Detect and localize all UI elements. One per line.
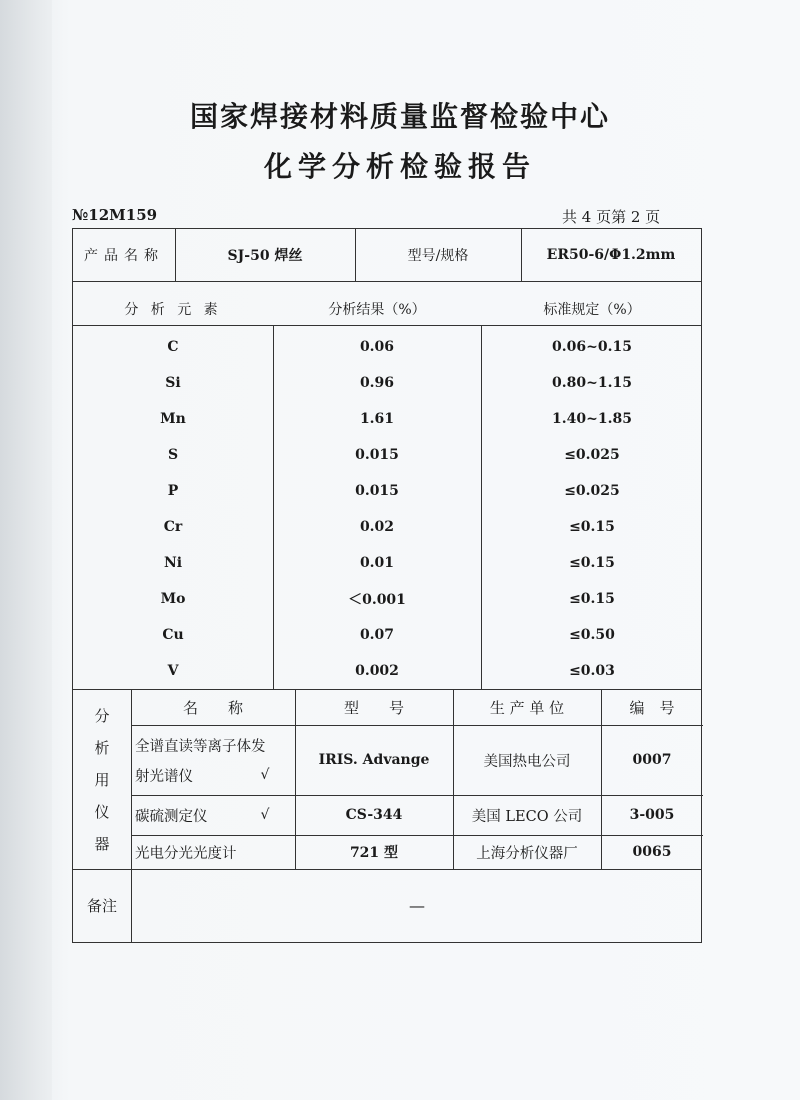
instrument-check-mark: √ [260, 807, 270, 823]
section-char: 仪 [94, 802, 110, 821]
section-char: 析 [94, 738, 110, 757]
col-standard-header: 标准规定（%） [543, 302, 641, 318]
element-result: 0.96 [359, 375, 395, 391]
instrument-name-line2: 射光谱仪 [135, 768, 193, 785]
col-instrument-maker: 生 产 单 位 [489, 698, 565, 717]
section-char: 用 [94, 770, 110, 789]
instrument-id: 0065 [632, 844, 672, 860]
instrument-name-line1: 全谱直读等离子体发 [135, 738, 266, 755]
element-symbol: V [167, 663, 179, 679]
element-symbol: Mo [160, 591, 186, 607]
element-result: 1.61 [359, 411, 395, 427]
element-standard: ≤0.15 [569, 519, 615, 535]
element-standard: ≤0.50 [569, 627, 615, 643]
instrument-name-line1: 光电分光光度计 [135, 845, 237, 862]
col-instrument-name: 名 称 [182, 698, 243, 717]
page-indicator: 共 4 页第 2 页 [562, 208, 661, 226]
element-result: 0.015 [355, 447, 399, 463]
element-symbol: Mn [160, 411, 186, 427]
center-title: 国家焊接材料质量监督检验中心 [189, 100, 610, 133]
element-standard: ≤0.025 [564, 447, 620, 463]
element-symbol: Cu [162, 627, 184, 643]
col-instrument-model: 型 号 [343, 698, 404, 717]
product-name-label: 产品名称 [84, 248, 164, 264]
report-title: 化学分析检验报告 [263, 150, 536, 183]
instrument-model: IRIS. Advange [318, 752, 430, 768]
instrument-maker: 上海分析仪器厂 [476, 845, 578, 862]
section-char: 器 [94, 834, 110, 853]
instrument-id: 0007 [632, 752, 672, 768]
instrument-name-line1: 碳硫测定仪 [135, 808, 208, 825]
element-standard: ≤0.15 [569, 591, 615, 607]
col-element-header: 分 析 元 素 [124, 302, 222, 318]
report-number: №12M159 [72, 206, 158, 224]
element-standard: 0.06~0.15 [552, 339, 632, 355]
element-symbol: C [167, 339, 179, 355]
element-symbol: Si [165, 375, 181, 391]
report-table [72, 228, 702, 943]
element-result: 0.07 [359, 627, 395, 643]
element-standard: ≤0.15 [569, 555, 615, 571]
instrument-model: CS-344 [345, 807, 403, 823]
element-standard: 0.80~1.15 [552, 375, 632, 391]
instrument-check-mark: √ [260, 767, 270, 783]
col-result-header: 分析结果（%） [328, 302, 426, 318]
element-standard: ≤0.025 [564, 483, 620, 499]
element-result: 0.02 [359, 519, 395, 535]
element-result: 0.002 [355, 663, 399, 679]
product-name-value: SJ-50 焊丝 [227, 248, 303, 264]
col-instrument-id: 编 号 [629, 698, 675, 717]
model-value: ER50-6/Φ1.2mm [546, 247, 676, 263]
element-result: 0.06 [359, 339, 395, 355]
instrument-maker: 美国热电公司 [483, 753, 571, 770]
element-symbol: Cr [163, 519, 183, 535]
instrument-id: 3-005 [629, 807, 675, 823]
element-standard: 1.40~1.85 [552, 411, 632, 427]
element-symbol: Ni [163, 555, 183, 571]
element-result: 0.01 [359, 555, 395, 571]
element-symbol: S [167, 447, 179, 463]
element-result: 0.015 [355, 483, 399, 499]
remarks-value: — [409, 896, 425, 915]
element-standard: ≤0.03 [569, 663, 615, 679]
remarks-label: 备注 [86, 897, 117, 915]
instruments-section-label [73, 699, 131, 859]
section-char: 分 [94, 706, 110, 725]
instrument-maker: 美国 LECO 公司 [471, 808, 583, 825]
instrument-model: 721 型 [349, 845, 399, 861]
model-label: 型号/规格 [407, 248, 469, 264]
element-result: ＜0.001 [348, 592, 406, 608]
element-symbol: P [167, 483, 179, 499]
